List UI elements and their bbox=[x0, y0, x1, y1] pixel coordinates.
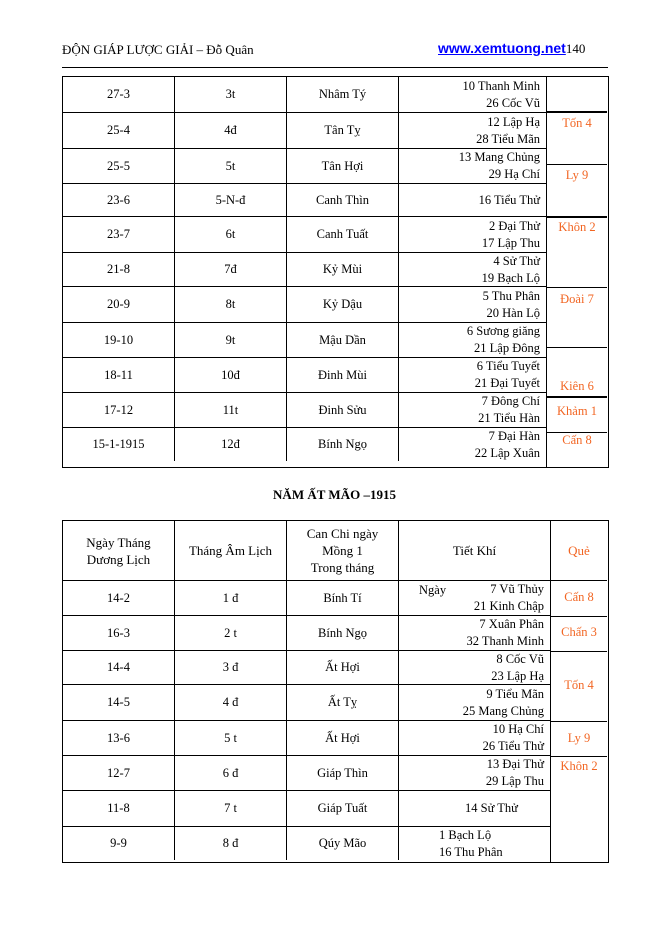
tiet-khi-line: 17 Lập Thu bbox=[481, 235, 540, 250]
cell-duong-lich bbox=[63, 827, 174, 860]
table-row bbox=[63, 720, 550, 755]
que-cell: Tốn 4 bbox=[551, 651, 607, 721]
cell-duong-lich bbox=[63, 581, 174, 615]
cell-duong-lich bbox=[63, 721, 174, 755]
tiet-khi-line: 14 Sử Thử bbox=[465, 801, 518, 815]
am-lich-text: 5t bbox=[225, 158, 236, 173]
cell-am-lich bbox=[174, 184, 286, 216]
duong-lich-text: 14-2 bbox=[107, 590, 130, 605]
cell-duong-lich bbox=[63, 253, 174, 286]
am-lich-text: 10đ bbox=[221, 367, 240, 382]
que-cell: Cấn 8 bbox=[564, 590, 594, 604]
am-lich-text: 11t bbox=[222, 402, 239, 417]
cell-can-chi bbox=[286, 217, 398, 252]
header-que-text: Quẻ bbox=[568, 543, 590, 558]
duong-lich-text: 25-4 bbox=[107, 123, 130, 137]
header-am-lich bbox=[174, 521, 286, 580]
table-row bbox=[63, 77, 546, 112]
cell-duong-lich bbox=[63, 358, 174, 392]
tiet-khi-line: 7 Đông Chí bbox=[481, 394, 540, 408]
cell-tiet-khi bbox=[398, 393, 546, 427]
section-title: NĂM ẤT MÃO –1915 bbox=[273, 487, 396, 502]
cell-am-lich bbox=[174, 581, 286, 615]
can-chi-text: Canh Thìn bbox=[316, 192, 369, 207]
table-row bbox=[63, 650, 550, 684]
cell-can-chi bbox=[286, 323, 398, 357]
cell-can-chi bbox=[286, 428, 398, 461]
que-cell: Chấn 3 bbox=[551, 616, 607, 651]
header-can-chi-line-3: Trong tháng bbox=[310, 560, 375, 575]
que-cell: Cấn 8 bbox=[547, 432, 607, 466]
can-chi-text: Giáp Thìn bbox=[317, 765, 368, 780]
cell-tiet-khi bbox=[398, 685, 550, 720]
cell-duong-lich bbox=[63, 184, 174, 216]
am-lich-text: 7đ bbox=[224, 262, 237, 276]
duong-lich-text: 14-4 bbox=[107, 660, 130, 674]
cell-duong-lich bbox=[63, 616, 174, 650]
tiet-khi-line: 5 Thu Phân bbox=[482, 288, 540, 303]
cell-tiet-khi bbox=[398, 616, 550, 650]
can-chi-text: Qúy Mão bbox=[318, 836, 367, 850]
am-lich-text: 4đ bbox=[224, 123, 237, 137]
que-column bbox=[546, 77, 607, 467]
cell-am-lich bbox=[174, 651, 286, 684]
tiet-khi-line: 16 Tiểu Thử bbox=[478, 192, 540, 207]
header-can-chi bbox=[286, 521, 398, 580]
can-chi-text: Giáp Tuất bbox=[317, 801, 368, 815]
table-row bbox=[63, 286, 546, 322]
duong-lich-text: 12-7 bbox=[107, 765, 130, 780]
table-row bbox=[63, 183, 546, 216]
can-chi-text: Ất Hợi bbox=[325, 730, 360, 745]
am-lich-text: 4 đ bbox=[222, 695, 239, 709]
website-link[interactable]: www.xemtuong.net bbox=[438, 40, 566, 56]
cell-am-lich bbox=[174, 721, 286, 755]
que-cell: Kiên 6 bbox=[547, 347, 607, 397]
am-lich-text: 3 đ bbox=[222, 660, 239, 674]
cell-tiet-khi bbox=[398, 756, 550, 790]
table-header-row bbox=[63, 521, 607, 580]
cell-can-chi bbox=[286, 756, 398, 790]
cell-tiet-khi bbox=[398, 791, 550, 826]
ngay-prefix: Ngày bbox=[419, 583, 447, 597]
am-lich-text: 8t bbox=[225, 297, 236, 311]
cell-am-lich bbox=[174, 756, 286, 790]
cell-am-lich bbox=[174, 323, 286, 357]
tiet-khi-line: 21 Tiểu Hàn bbox=[478, 411, 540, 425]
can-chi-text: Đinh Sửu bbox=[318, 402, 367, 417]
am-lich-text: 12đ bbox=[221, 437, 240, 451]
tiet-khi-line: 10 Hạ Chí bbox=[492, 722, 544, 736]
tiet-khi-line: 1 Bạch Lộ bbox=[439, 827, 492, 842]
table-row bbox=[63, 790, 550, 826]
tiet-khi-line: 26 Tiểu Thử bbox=[482, 739, 544, 753]
am-lich-text: 1 đ bbox=[222, 590, 239, 605]
duong-lich-text: 23-6 bbox=[107, 192, 130, 207]
cell-can-chi bbox=[286, 685, 398, 720]
cell-duong-lich bbox=[63, 217, 174, 252]
cell-am-lich bbox=[174, 287, 286, 322]
header-duong-lich-line-2: Dương Lịch bbox=[86, 551, 151, 567]
tiet-khi-line: 23 Lập Hạ bbox=[491, 668, 544, 683]
cell-tiet-khi bbox=[398, 651, 550, 684]
cell-duong-lich bbox=[63, 756, 174, 790]
cell-duong-lich bbox=[63, 428, 174, 461]
am-lich-text: 6 đ bbox=[222, 765, 239, 780]
cell-duong-lich bbox=[63, 77, 174, 112]
cell-duong-lich bbox=[63, 287, 174, 322]
table-row bbox=[63, 615, 550, 650]
duong-lich-text: 20-9 bbox=[107, 297, 130, 311]
tiet-khi-line: 7 Đại Hàn bbox=[488, 428, 540, 443]
cell-am-lich bbox=[174, 113, 286, 148]
header-can-chi-line-1: Can Chi ngày bbox=[306, 526, 379, 541]
table-row bbox=[63, 427, 546, 461]
table-row bbox=[63, 580, 550, 615]
cell-duong-lich bbox=[63, 651, 174, 684]
tiet-khi-line: 28 Tiểu Mãn bbox=[476, 131, 540, 146]
cell-can-chi bbox=[286, 791, 398, 826]
am-lich-text: 5-N-đ bbox=[215, 192, 246, 207]
que-cell: Ly 9 bbox=[551, 721, 607, 756]
table-row bbox=[63, 684, 550, 720]
que-cell: Tốn 4 bbox=[547, 112, 607, 164]
cell-tiet-khi bbox=[398, 113, 546, 148]
header-tiet-khi-text: Tiết Khí bbox=[452, 543, 497, 558]
tiet-khi-line: 9 Tiểu Mãn bbox=[486, 686, 544, 701]
tiet-khi-line: 8 Cốc Vũ bbox=[496, 651, 544, 666]
am-lich-text: 2 t bbox=[224, 625, 237, 640]
table-row bbox=[63, 216, 546, 252]
calendar-table-1915 bbox=[62, 520, 609, 863]
am-lich-text: 3t bbox=[225, 87, 236, 101]
cell-tiet-khi bbox=[398, 149, 546, 183]
tiet-khi-line: 4 Sử Thử bbox=[493, 253, 540, 268]
que-cell: Khôn 2 bbox=[547, 217, 607, 287]
header-que bbox=[550, 521, 607, 580]
can-chi-text: Bính Tí bbox=[323, 590, 362, 605]
duong-lich-text: 27-3 bbox=[107, 87, 130, 101]
can-chi-text: Mậu Dần bbox=[319, 332, 366, 347]
am-lich-text: 6t bbox=[225, 227, 236, 241]
calendar-table-1914 bbox=[62, 76, 609, 468]
am-lich-text: 7 t bbox=[224, 801, 237, 815]
cell-tiet-khi bbox=[398, 184, 546, 216]
tiet-khi-line: 26 Cốc Vũ bbox=[486, 95, 540, 110]
cell-tiet-khi bbox=[398, 428, 546, 461]
header-duong-lich bbox=[63, 521, 174, 580]
am-lich-text: 8 đ bbox=[222, 836, 239, 850]
tiet-khi-line: 13 Đại Thử bbox=[486, 757, 544, 771]
can-chi-text: Tân Hợi bbox=[321, 158, 364, 173]
cell-tiet-khi bbox=[398, 77, 546, 112]
cell-am-lich bbox=[174, 827, 286, 860]
can-chi-text: Ất Hợi bbox=[325, 660, 360, 674]
cell-can-chi bbox=[286, 616, 398, 650]
row-divider bbox=[547, 111, 607, 112]
que-cell: Khôn 2 bbox=[551, 756, 607, 863]
que-column bbox=[550, 580, 607, 862]
tiet-khi-line: 7 Xuân Phân bbox=[479, 617, 544, 631]
cell-tiet-khi bbox=[398, 581, 550, 615]
can-chi-text: Bính Ngọ bbox=[318, 437, 367, 451]
table-row bbox=[63, 112, 546, 148]
cell-can-chi bbox=[286, 651, 398, 684]
duong-lich-text: 19-10 bbox=[103, 332, 134, 347]
cell-can-chi bbox=[286, 358, 398, 392]
cell-can-chi bbox=[286, 827, 398, 860]
header-duong-lich-line-1: Ngày Tháng bbox=[86, 534, 151, 550]
table-row bbox=[63, 755, 550, 790]
duong-lich-text: 13-6 bbox=[107, 730, 130, 745]
cell-am-lich bbox=[174, 428, 286, 461]
duong-lich-text: 23-7 bbox=[107, 227, 130, 241]
cell-am-lich bbox=[174, 149, 286, 183]
cell-am-lich bbox=[174, 217, 286, 252]
duong-lich-text: 17-12 bbox=[103, 402, 134, 417]
header-divider bbox=[62, 67, 608, 68]
tiet-khi-line: 19 Bạch Lộ bbox=[481, 270, 540, 285]
cell-am-lich bbox=[174, 253, 286, 286]
table-row bbox=[63, 357, 546, 392]
tiet-khi-line: 32 Thanh Minh bbox=[466, 634, 544, 648]
duong-lich-text: 15-1-1915 bbox=[92, 437, 145, 451]
cell-am-lich bbox=[174, 616, 286, 650]
document-title: ĐỘN GIÁP LƯỢC GIẢI – Đỗ Quân bbox=[62, 42, 254, 57]
cell-duong-lich bbox=[63, 791, 174, 826]
cell-am-lich bbox=[174, 685, 286, 720]
cell-duong-lich bbox=[63, 323, 174, 357]
cell-duong-lich bbox=[63, 393, 174, 427]
cell-duong-lich bbox=[63, 685, 174, 720]
cell-tiet-khi bbox=[398, 253, 546, 286]
cell-am-lich bbox=[174, 358, 286, 392]
tiet-khi-line: 21 Đại Tuyết bbox=[474, 376, 540, 390]
cell-can-chi bbox=[286, 77, 398, 112]
can-chi-text: Kỷ Dậu bbox=[322, 297, 363, 311]
table-row bbox=[63, 322, 546, 357]
tiet-khi-line: 25 Mang Chủng bbox=[462, 703, 544, 718]
cell-tiet-khi bbox=[398, 721, 550, 755]
tiet-khi-line: 29 Lập Thu bbox=[485, 774, 544, 788]
cell-tiet-khi bbox=[398, 358, 546, 392]
table-row bbox=[63, 148, 546, 183]
cell-tiet-khi bbox=[398, 827, 550, 860]
que-cell: Ly 9 bbox=[547, 164, 607, 217]
can-chi-text: Canh Tuất bbox=[316, 227, 369, 241]
cell-tiet-khi bbox=[398, 323, 546, 357]
tiet-khi-line: 10 Thanh Minh bbox=[462, 78, 540, 93]
can-chi-text: Nhâm Tý bbox=[318, 87, 367, 101]
duong-lich-text: 14-5 bbox=[107, 695, 130, 709]
cell-duong-lich bbox=[63, 113, 174, 148]
duong-lich-text: 21-8 bbox=[107, 262, 130, 276]
cell-can-chi bbox=[286, 721, 398, 755]
cell-can-chi bbox=[286, 393, 398, 427]
can-chi-text: Đinh Mùi bbox=[318, 367, 367, 382]
table-row bbox=[63, 252, 546, 286]
am-lich-text: 9t bbox=[225, 332, 236, 347]
cell-can-chi bbox=[286, 149, 398, 183]
tiet-khi-line: 12 Lập Hạ bbox=[487, 114, 540, 129]
cell-can-chi bbox=[286, 253, 398, 286]
cell-can-chi bbox=[286, 287, 398, 322]
table-row bbox=[63, 826, 550, 860]
page-number: 140 bbox=[565, 41, 586, 56]
duong-lich-text: 18-11 bbox=[104, 367, 133, 382]
tiet-khi-line: 29 Hạ Chí bbox=[488, 167, 540, 181]
duong-lich-text: 11-8 bbox=[107, 801, 130, 815]
tiet-khi-line: 21 Lập Đông bbox=[474, 341, 540, 355]
cell-can-chi bbox=[286, 184, 398, 216]
cell-am-lich bbox=[174, 791, 286, 826]
tiet-khi-line: 22 Lập Xuân bbox=[474, 445, 540, 460]
can-chi-text: Bính Ngọ bbox=[318, 625, 367, 640]
header-tiet-khi bbox=[398, 521, 550, 580]
cell-can-chi bbox=[286, 113, 398, 148]
cell-am-lich bbox=[174, 393, 286, 427]
que-cell bbox=[547, 77, 607, 112]
duong-lich-text: 16-3 bbox=[107, 625, 130, 640]
que-cell: Khảm 1 bbox=[547, 397, 607, 432]
duong-lich-text: 25-5 bbox=[107, 158, 130, 173]
cell-duong-lich bbox=[63, 149, 174, 183]
cell-tiet-khi bbox=[398, 287, 546, 322]
tiet-khi-line: 2 Đại Thử bbox=[489, 218, 540, 233]
tiet-khi-line: 16 Thu Phân bbox=[439, 844, 503, 859]
que-cell: Đoài 7 bbox=[547, 287, 607, 347]
tiet-khi-line: 13 Mang Chủng bbox=[458, 150, 540, 164]
row-divider bbox=[547, 396, 607, 397]
header-right bbox=[438, 40, 585, 57]
tiet-khi-line: 20 Hàn Lộ bbox=[486, 305, 540, 320]
am-lich-text: 5 t bbox=[224, 730, 237, 745]
header-can-chi-line-2: Mồng 1 bbox=[322, 543, 363, 558]
can-chi-text: Kỷ Mùi bbox=[322, 262, 363, 276]
tiet-khi-line: 6 Sương giăng bbox=[466, 324, 540, 338]
tiet-khi-line: 6 Tiểu Tuyết bbox=[476, 359, 540, 373]
tiet-khi-line: 21 Kinh Chập bbox=[473, 599, 544, 613]
tiet-khi-line: 7 Vũ Thủy bbox=[490, 582, 544, 596]
cell-can-chi bbox=[286, 581, 398, 615]
cell-tiet-khi bbox=[398, 217, 546, 252]
header-am-lich-text: Tháng Âm Lịch bbox=[188, 543, 273, 558]
can-chi-text: Tân Tỵ bbox=[324, 123, 361, 137]
cell-am-lich bbox=[174, 77, 286, 112]
table-row bbox=[63, 392, 546, 427]
can-chi-text: Ất Tỵ bbox=[327, 695, 358, 709]
row-divider bbox=[547, 216, 607, 217]
duong-lich-text: 9-9 bbox=[110, 836, 127, 850]
